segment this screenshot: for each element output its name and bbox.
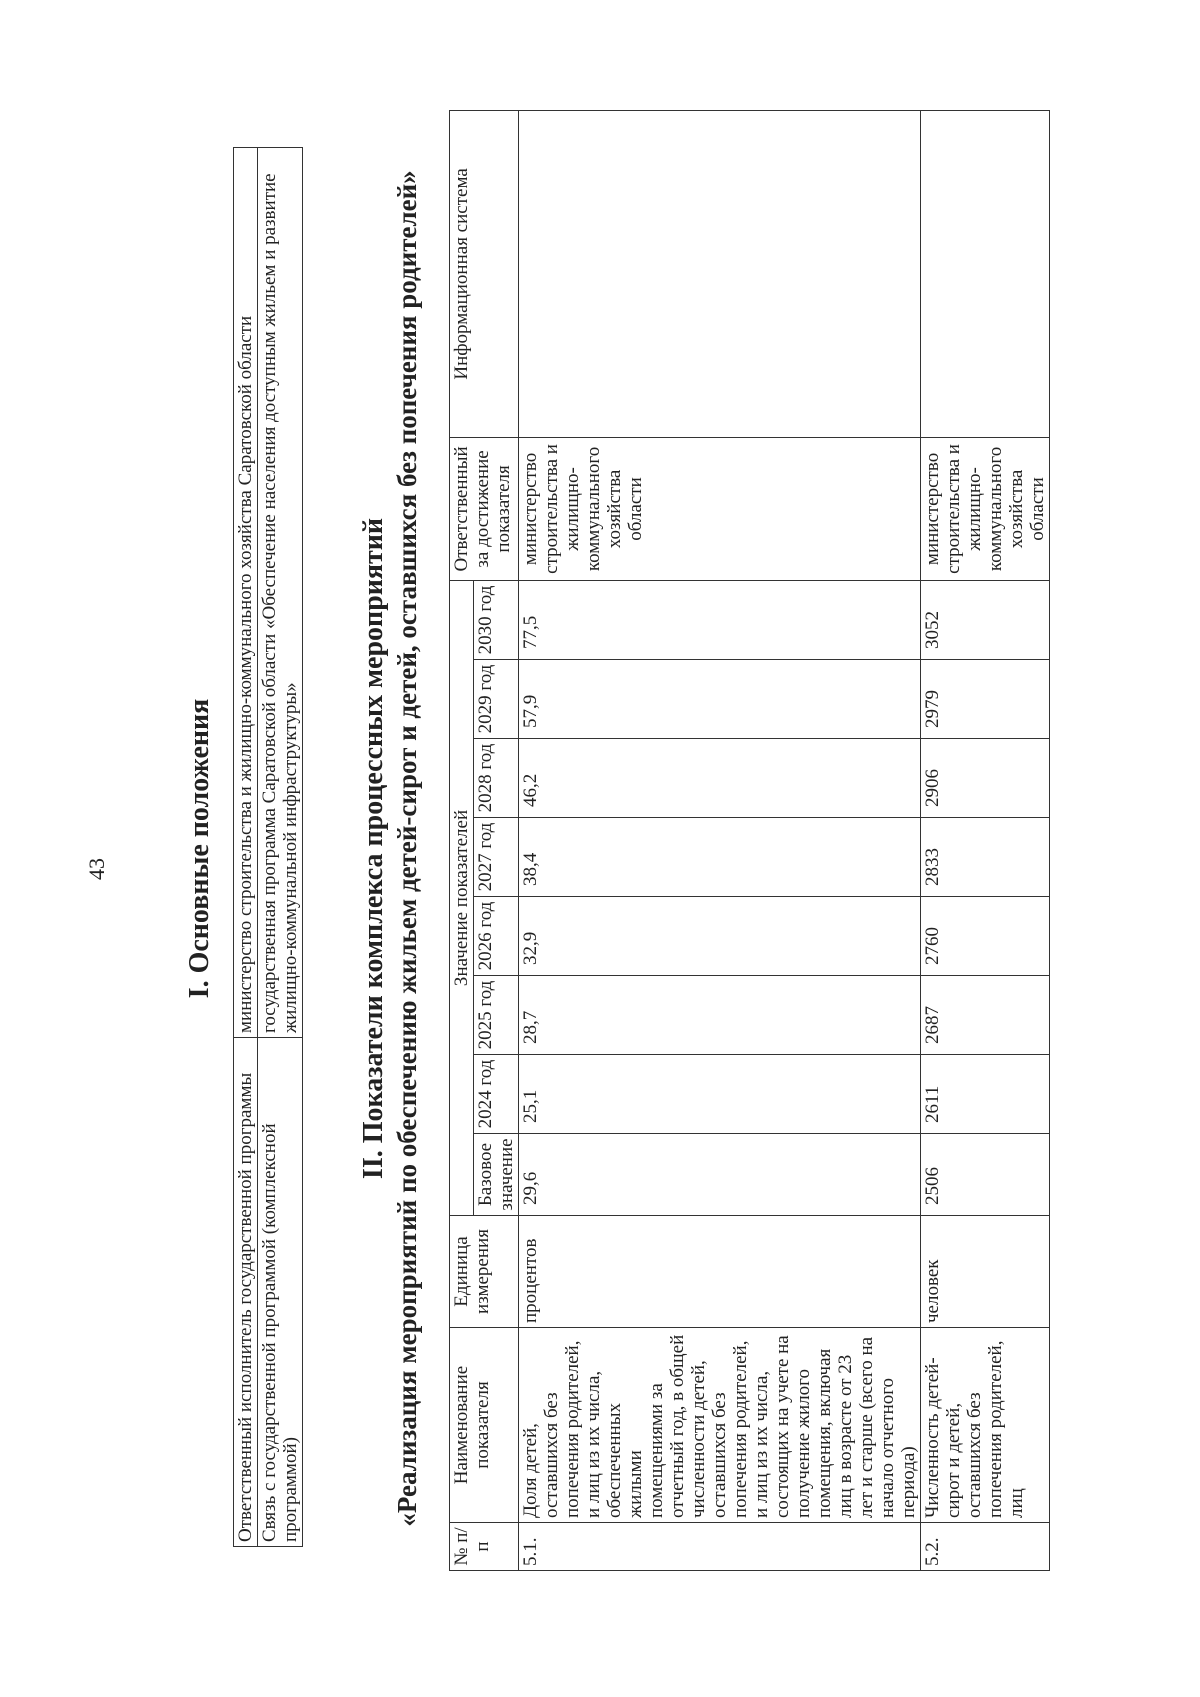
indicators-table	[449, 110, 1050, 1571]
table-cell-value: государственная программа Саратовской области «Обеспечение населения доступным жильем и развитие жилищно-коммунальной инфраструктуры»	[258, 148, 303, 1038]
row-year-value: 3052	[921, 580, 1050, 659]
table-row	[234, 148, 258, 1547]
page-number: 43	[84, 858, 109, 880]
row-year-value: 2760	[921, 897, 1050, 976]
header-year: 2025 год	[474, 976, 519, 1055]
header-year: 2030 год	[474, 580, 519, 659]
table-cell-label: Связь с государственной программой (комплексной программой)	[258, 1038, 303, 1547]
header-number: № п/п	[450, 1523, 519, 1571]
row-unit: человек	[921, 1216, 1050, 1328]
row-number: 5.2.	[921, 1523, 1050, 1571]
header-year: 2026 год	[474, 897, 519, 976]
table-header-row	[450, 110, 474, 1570]
header-indicator-name: Наименование показателя	[450, 1328, 519, 1523]
basic-provisions-table	[233, 147, 303, 1547]
section-1-title: I. Основные положения	[184, 698, 215, 999]
section-2-subtitle: «Реализация мероприятий по обеспечению жильем детей-сирот и детей, оставшихся без попечения родителей»	[392, 170, 422, 1527]
row-year-value: 28,7	[519, 976, 921, 1055]
table-row	[258, 148, 303, 1547]
row-year-value: 25,1	[519, 1055, 921, 1134]
row-info-system	[519, 110, 921, 437]
row-year-value: 46,2	[519, 739, 921, 818]
row-year-value: 38,4	[519, 818, 921, 897]
row-year-value: 2833	[921, 818, 1050, 897]
header-info-system: Информационная система	[450, 110, 519, 437]
row-year-value: 77,5	[519, 580, 921, 659]
table-row	[921, 110, 1050, 1570]
header-unit: Единица измерения	[450, 1216, 519, 1328]
row-base-value: 2506	[921, 1134, 1050, 1216]
row-responsible: министерство строительства и жилищно-коммунального хозяйства области	[519, 437, 921, 580]
row-responsible: министерство строительства и жилищно-коммунального хозяйства области	[921, 437, 1050, 580]
header-values-group: Значение показателей	[450, 580, 474, 1215]
row-year-value: 2979	[921, 660, 1050, 739]
row-info-system	[921, 110, 1050, 437]
section-2-title: II. Показатели комплекса процессных мероприятий	[358, 517, 389, 1180]
table-cell-value: министерство строительства и жилищно-коммунального хозяйства Саратовской области	[234, 148, 258, 1038]
table-row	[519, 110, 921, 1570]
row-indicator-name: Доля детей, оставшихся без попечения родителей, и лиц из их числа, обеспеченных жилыми помещениями за отчетный год, в общей численности детей, оставшихся без попечения родителей, и лиц из их числа, состоящих на учете на получение жилого помещения, включая лиц в возрасте от 23 лет и старше (всего на начало отчетного периода)	[519, 1328, 921, 1523]
row-year-value: 2687	[921, 976, 1050, 1055]
header-year: 2029 год	[474, 660, 519, 739]
header-base-value: Базовое значение	[474, 1134, 519, 1216]
row-year-value: 2906	[921, 739, 1050, 818]
header-year: 2024 год	[474, 1055, 519, 1134]
header-year: 2027 год	[474, 818, 519, 897]
table-cell-label: Ответственный исполнитель государственной программы	[234, 1038, 258, 1547]
header-responsible: Ответственный за достижение показателя	[450, 437, 519, 580]
row-year-value: 2611	[921, 1055, 1050, 1134]
row-base-value: 29,6	[519, 1134, 921, 1216]
row-year-value: 57,9	[519, 660, 921, 739]
row-year-value: 32,9	[519, 897, 921, 976]
header-year: 2028 год	[474, 739, 519, 818]
row-number: 5.1.	[519, 1523, 921, 1571]
row-unit: процентов	[519, 1216, 921, 1328]
row-indicator-name: Численность детей-сирот и детей, оставшихся без попечения родителей, лиц	[921, 1328, 1050, 1523]
